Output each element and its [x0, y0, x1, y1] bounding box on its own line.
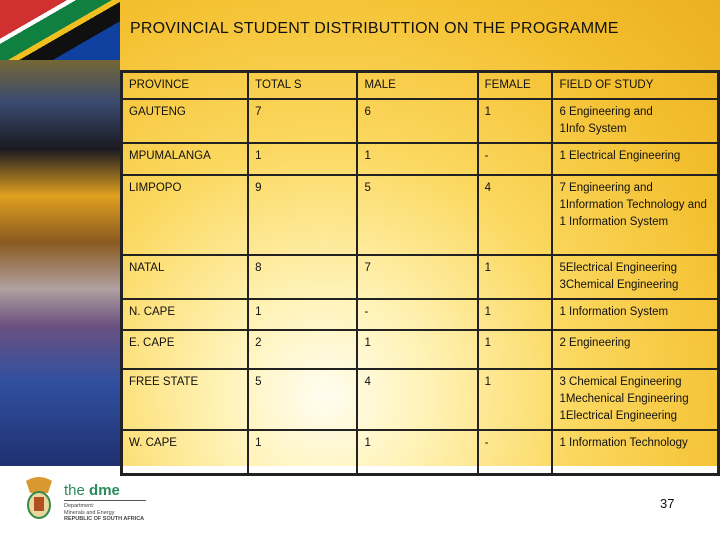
brand-sub2: Minerals and Energy: [64, 509, 115, 516]
brand-divider: [64, 500, 146, 501]
table-cell: 1: [248, 299, 357, 330]
table-cell: 1: [478, 299, 553, 330]
table-cell: 5: [357, 175, 477, 255]
table-cell: MPUMALANGA: [122, 143, 249, 175]
table-cell: 1: [248, 143, 357, 175]
page-number: 37: [660, 496, 675, 511]
distribution-table: [120, 70, 720, 476]
table-cell: 1: [478, 99, 553, 143]
table-cell: 1: [357, 430, 477, 474]
table-row: [122, 143, 719, 175]
header-cell: PROVINCE: [122, 72, 249, 100]
brand-subtitle: [64, 503, 144, 523]
table-cell: 1 Information Technology: [552, 430, 718, 474]
brand-sub1: Department:: [64, 503, 95, 509]
brand-bold: dme: [89, 482, 120, 499]
table-row: [122, 255, 719, 299]
table-cell: E. CAPE: [122, 330, 249, 369]
slide-title: PROVINCIAL STUDENT DISTRIBUTTION ON THE PROGRAMME: [130, 20, 619, 37]
table-cell: 7: [357, 255, 477, 299]
table-cell: 1 Information System: [552, 299, 718, 330]
table-cell: 3 Chemical Engineering 1Mechenical Engineering 1Electrical Engineering: [552, 369, 718, 430]
header-cell: TOTAL S: [248, 72, 357, 100]
table-cell: 1: [478, 255, 553, 299]
table-row: [122, 299, 719, 330]
table-cell: W. CAPE: [122, 430, 249, 474]
table-header-row: [122, 72, 719, 100]
table-cell: -: [357, 299, 477, 330]
flag-image: [0, 0, 120, 60]
table-row: [122, 99, 719, 143]
table-cell: 1: [478, 330, 553, 369]
table-cell: 1: [357, 143, 477, 175]
table-cell: 4: [478, 175, 553, 255]
table-row: [122, 330, 719, 369]
table-cell: 1: [357, 330, 477, 369]
table-cell: 6: [357, 99, 477, 143]
table-cell: 9: [248, 175, 357, 255]
table-cell: -: [478, 430, 553, 474]
table-row: [122, 175, 719, 255]
brand-light: the: [64, 482, 90, 499]
header-cell: FEMALE: [478, 72, 553, 100]
table-cell: 2: [248, 330, 357, 369]
brand-sub3: REPUBLIC OF SOUTH AFRICA: [64, 516, 145, 522]
table-cell: NATAL: [122, 255, 249, 299]
table-cell: 1: [478, 369, 553, 430]
table-cell: 7: [248, 99, 357, 143]
table-cell: 4: [357, 369, 477, 430]
header-cell: MALE: [357, 72, 477, 100]
table-cell: LIMPOPO: [122, 175, 249, 255]
table-cell: 5: [248, 369, 357, 430]
coat-of-arms-logo: [22, 475, 56, 523]
table-cell: 5Electrical Engineering 3Chemical Engineering: [552, 255, 718, 299]
header-cell: FIELD OF STUDY: [552, 72, 718, 100]
table-cell: N. CAPE: [122, 299, 249, 330]
table-cell: FREE STATE: [122, 369, 249, 430]
table-cell: -: [478, 143, 553, 175]
table-row: [122, 369, 719, 430]
table-cell: 7 Engineering and 1Information Technology and 1 Information System: [552, 175, 718, 255]
photo-collage: [0, 0, 120, 466]
table-cell: 8: [248, 255, 357, 299]
table-cell: 1: [248, 430, 357, 474]
table-row: [122, 430, 719, 474]
table-cell: 1 Electrical Engineering: [552, 143, 718, 175]
table-cell: 6 Engineering and 1Info System: [552, 99, 718, 143]
table-cell: GAUTENG: [122, 99, 249, 143]
table-cell: 2 Engineering: [552, 330, 718, 369]
dme-brand: [64, 482, 120, 499]
